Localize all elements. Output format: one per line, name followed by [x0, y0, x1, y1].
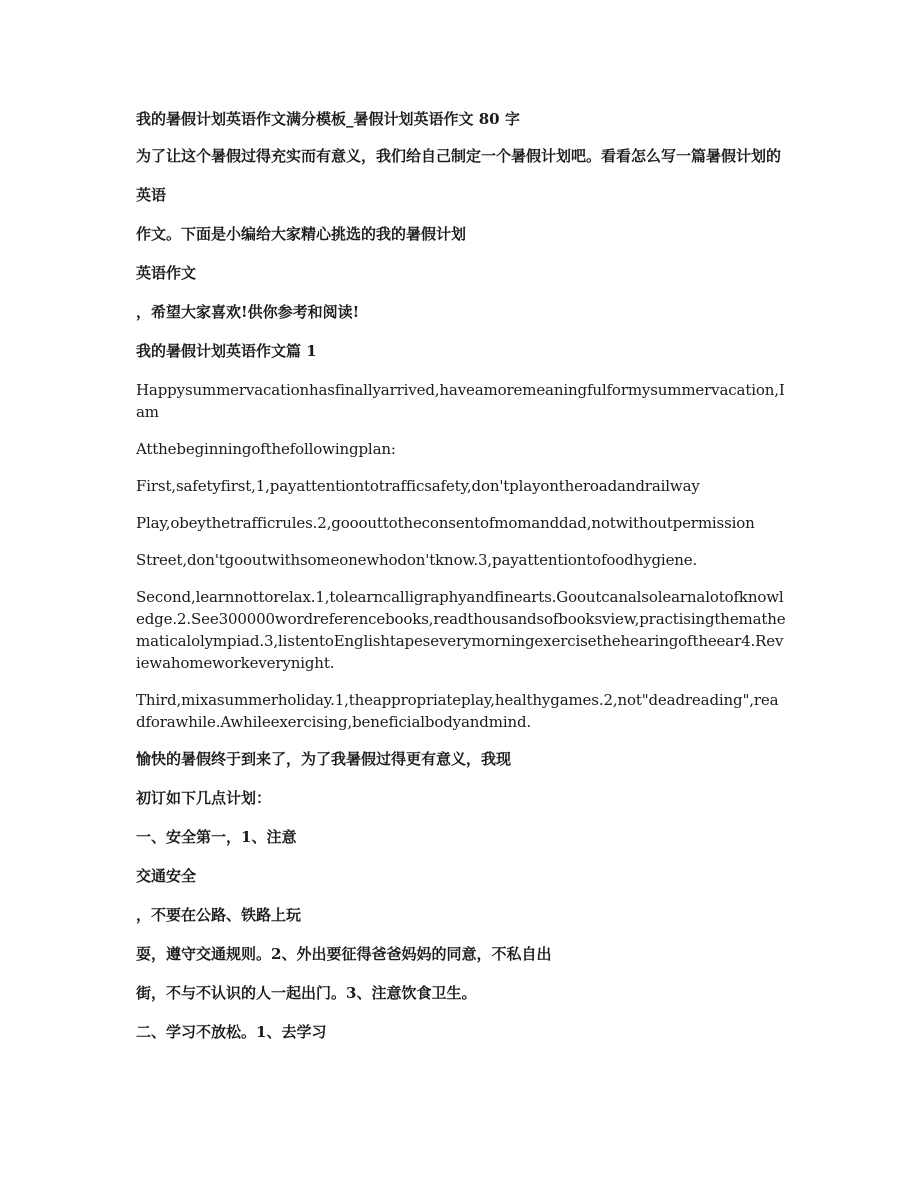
english-paragraph-third: Third,mixasummerholiday.1,theappropriateplay,healthygames.2,not"deadreading",readforawhile.Awhileexercising,beneficialbodyandmind. — [136, 691, 779, 731]
chinese-line-1: 愉快的暑假终于到来了，为了我暑假过得更有意义，我现 — [136, 750, 512, 768]
chinese-line-8: 二、学习不放松。1、去学习 — [136, 1023, 327, 1041]
chinese-line-2: 初订如下几点计划： — [136, 789, 272, 807]
paragraph-hope: ，希望大家喜欢!供你参考和阅读! — [136, 303, 360, 321]
chinese-line-6: 耍，遵守交通规则。2、外出要征得爸爸妈妈的同意，不私自出 — [136, 945, 552, 963]
chinese-line-3: 一、安全第一，1、注意 — [136, 828, 297, 846]
english-line-3: First,safetyfirst,1,payattentiontotrafficsafety,don'tplayontheroadandrailway — [136, 477, 700, 495]
paragraph-yingyu: 英语 — [136, 186, 167, 204]
english-line-5: Street,don'tgooutwithsomeonewhodon'tknow.3,payattentiontofoodhygiene. — [136, 551, 698, 569]
paragraph-yingyu-zuowen: 英语作文 — [136, 264, 197, 282]
chinese-line-7: 街，不与不认识的人一起出门。3、注意饮食卫生。 — [136, 984, 477, 1002]
section-heading: 我的暑假计划英语作文篇 1 — [136, 342, 317, 360]
intro-paragraph: 为了让这个暑假过得充实而有意义，我们给自己制定一个暑假计划吧。看看怎么写一篇暑假计划的 — [136, 147, 782, 165]
chinese-line-5: ，不要在公路、铁路上玩 — [136, 906, 302, 924]
document-title: 我的暑假计划英语作文满分模板_暑假计划英语作文 80 字 — [136, 110, 520, 128]
english-line-1: Happysummervacationhasfinallyarrived,haveamoremeaningfulformysummervacation,Iam — [136, 381, 785, 421]
english-line-4: Play,obeythetrafficrules.2,gooouttotheconsentofmomanddad,notwithoutpermission — [136, 514, 755, 532]
english-paragraph-second: Second,learnnottorelax.1,tolearncalligraphyandfinearts.Gooutcanalsolearnalotofknowledge.2.See300000wordreferencebooks,readthousandsofbooksview,practisingthemathematicalolympiad.3,listentoEnglishtapeseverymorningexercisethehearingoftheear4.Reviewahomeworkeverynight. — [136, 588, 786, 672]
chinese-line-4: 交通安全 — [136, 867, 197, 885]
paragraph-zuowen: 作文。下面是小编给大家精心挑选的我的暑假计划 — [136, 225, 467, 243]
english-line-2: Atthebeginningofthefollowingplan: — [136, 440, 396, 458]
document-page — [136, 108, 786, 1060]
